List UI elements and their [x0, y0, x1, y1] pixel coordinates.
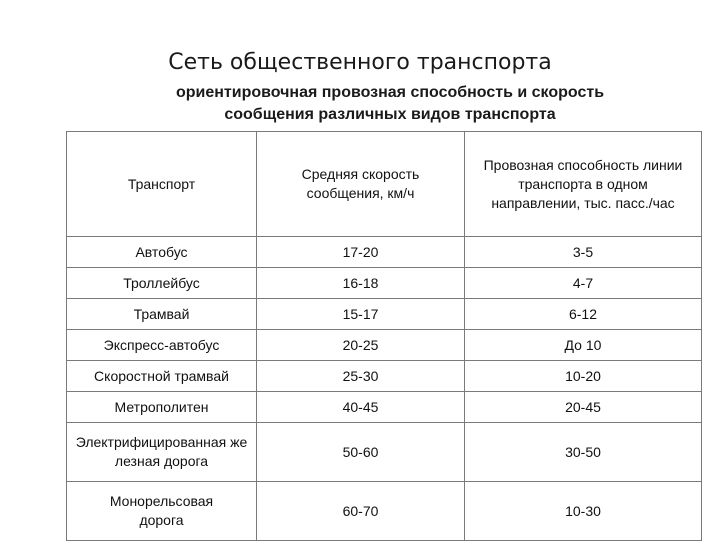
cell-capacity: 10-30	[465, 482, 702, 541]
subtitle-line-2: сообщения различных видов транспорта	[224, 106, 556, 123]
header-transport: Транспорт	[67, 132, 257, 237]
cell-capacity: 6-12	[465, 299, 702, 330]
cell-transport: Скоростной трамвай	[67, 361, 257, 392]
cell-speed: 15-17	[257, 299, 465, 330]
cell-speed: 17-20	[257, 237, 465, 268]
cell-transport: Трамвай	[67, 299, 257, 330]
slide-subtitle	[130, 82, 650, 126]
header-speed: Средняя скорость сообщения, км/ч	[257, 132, 465, 237]
transport-table	[66, 131, 702, 541]
table-header-row	[67, 132, 702, 237]
cell-capacity: 10-20	[465, 361, 702, 392]
cell-capacity: До 10	[465, 330, 702, 361]
table-row	[67, 330, 702, 361]
cell-capacity: 30-50	[465, 423, 702, 482]
table-row	[67, 423, 702, 482]
table-row	[67, 268, 702, 299]
cell-speed: 16-18	[257, 268, 465, 299]
header-capacity: Провозная способность линии транспорта в одном направлении, тыс. пасс./час	[465, 132, 702, 237]
table-row	[67, 299, 702, 330]
slide-title: Сеть общественного транспорта	[168, 50, 552, 75]
cell-transport: Монорельсовая дорога	[67, 482, 257, 541]
cell-speed: 25-30	[257, 361, 465, 392]
cell-capacity: 4-7	[465, 268, 702, 299]
cell-transport: Автобус	[67, 237, 257, 268]
cell-speed: 40-45	[257, 392, 465, 423]
cell-capacity: 3-5	[465, 237, 702, 268]
cell-transport: Метрополитен	[67, 392, 257, 423]
subtitle-line-1: ориентировочная провозная способность и скорость	[175, 84, 605, 101]
table-row	[67, 361, 702, 392]
cell-speed: 20-25	[257, 330, 465, 361]
cell-speed: 60-70	[257, 482, 465, 541]
table-row	[67, 392, 702, 423]
table-row	[67, 482, 702, 541]
cell-speed: 50-60	[257, 423, 465, 482]
cell-transport: Электрифицированная железная дорога	[67, 423, 257, 482]
cell-transport: Экспресс-автобус	[67, 330, 257, 361]
cell-transport: Троллейбус	[67, 268, 257, 299]
cell-capacity: 20-45	[465, 392, 702, 423]
table-row	[67, 237, 702, 268]
